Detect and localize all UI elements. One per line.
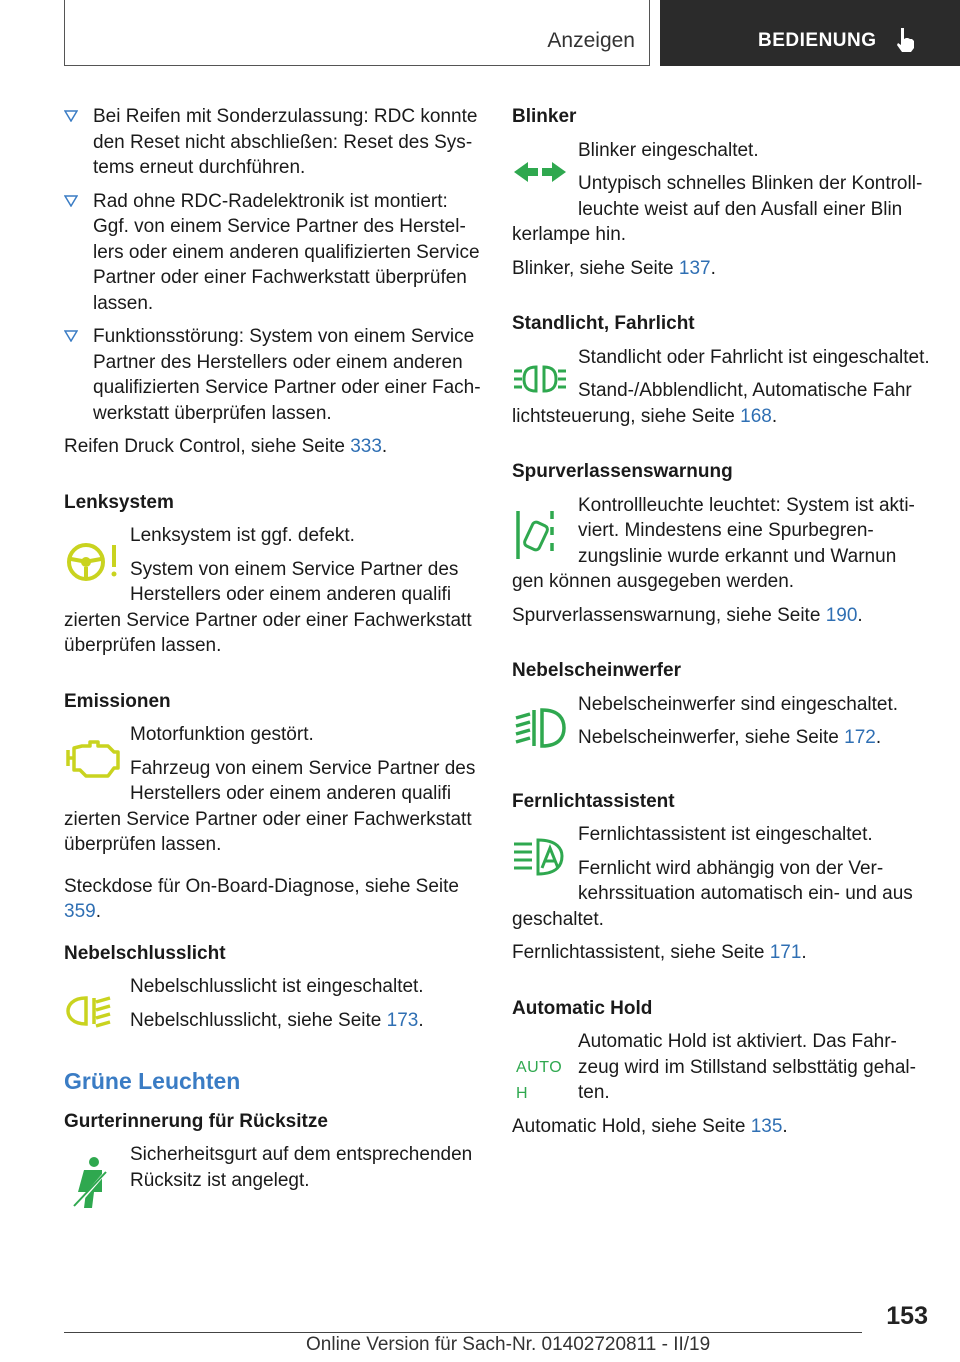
left-column [64,104,482,1201]
entry-emissionen: Motorfunktion gestört. Fahrzeug von einem Service Partner des Herstellers oder einem anderen qualifi zierten Service Partner oder einer Fachwerkstatt überprüfen lassen. [64,724,476,855]
entry-lenksystem: Lenksystem ist ggf. defekt. System von einem Service Partner des Herstellers oder einem anderen qualifi zierten Service Partner oder einer Fachwerkstatt überprüfen lassen. [64,525,472,656]
footer-divider [64,1332,862,1333]
header-section-tab [64,0,650,66]
section-heading-emissionen: Emissionen [64,690,171,712]
fern-reference: Fernlichtassistent, siehe Seite 171. [512,942,807,963]
page-link[interactable]: 137 [678,257,711,279]
bullet-item: Rad ohne RDC-Radelektronik ist montiert: Ggf. von einem Service Partner des Herstellers oder einem anderen qualifizierten Service Partner oder einer Fachwerkstatt überprüfen lassen. [64,189,482,317]
entry-gurterinnerung: Sicherheitsgurt auf dem entsprechenden Rücksitz ist angelegt. [64,1142,482,1201]
right-column [512,104,930,1147]
parking-light-icon [512,359,568,409]
triangle-bullet-icon [64,110,78,122]
entry-standlicht: Standlicht oder Fahrlicht ist eingeschaltet. Stand-/Abblendlicht, Automatische Fahr lichtsteuerung, siehe Seite 168. [512,345,930,430]
steering-warning-icon [64,537,124,587]
page-link[interactable]: 168 [740,405,772,427]
turn-signal-icon [512,152,568,192]
entry-nebelschlusslicht: Nebelschlusslicht ist eingeschaltet. Nebelschlusslicht, siehe Seite 173. [64,974,482,1041]
page-link[interactable]: 172 [844,727,876,748]
bullet-item: Bei Reifen mit Sonderzulassung: RDC konnte den Reset nicht abschließen: Reset des Systems erneut durchführen. [64,104,482,181]
obd-reference: Steckdose für On-Board-Diagnose, siehe Seite 359. [64,875,459,922]
seatbelt-icon [64,1156,114,1212]
high-beam-assistant-icon [512,836,568,886]
section-heading-nebelschlusslicht: Nebelschlusslicht [64,942,226,964]
entry-fernlichtassistent: Fernlichtassistent ist eingeschaltet. Fernlicht wird abhängig von der Verkehrssituation automatisch ein- und aus geschaltet. [512,824,913,930]
page-link[interactable]: 171 [769,942,802,963]
hold-reference: Automatic Hold, siehe Seite 135. [512,1115,788,1137]
entry-nebelscheinwerfer: Nebelscheinwerfer sind eingeschaltet. Nebelscheinwerfer, siehe Seite 172. [512,692,930,759]
page-link[interactable]: 173 [386,1009,419,1031]
section-heading-automatic-hold: Automatic Hold [512,997,653,1019]
page-link[interactable]: 333 [350,436,382,457]
triangle-bullet-icon [64,195,78,207]
page-link[interactable]: 190 [825,604,858,626]
nebelschluss-reference: Nebelschlusslicht, siehe Seite 173. [130,1009,424,1031]
page-link[interactable]: 135 [750,1115,783,1137]
nebel-reference: Nebelscheinwerfer, siehe Seite 172. [578,727,882,748]
section-heading-spurverlassenswarnung: Spurverlassenswarnung [512,461,733,482]
entry-blinker: Blinker eingeschaltet. Untypisch schnelles Blinken der Kontrollleuchte weist auf den Ausfall einer Blin kerlampe hin. [512,139,923,245]
section-heading-nebelscheinwerfer: Nebelscheinwerfer [512,660,681,681]
stand-reference: lichtsteuerung, siehe Seite 168. [512,405,778,427]
page-link[interactable]: 359 [64,901,96,922]
section-heading-gruene-leuchten: Grüne Leuchten [64,1068,241,1094]
rear-fog-light-icon [64,988,124,1034]
header-section-label: Anzeigen [547,29,635,52]
spur-reference: Spurverlassenswarnung, siehe Seite 190. [512,604,863,626]
section-heading-gurterinnerung: Gurterinnerung für Rücksitze [64,1110,328,1132]
section-heading-lenksystem: Lenksystem [64,491,174,513]
hand-pointer-icon [893,26,919,54]
bullet-item: Funktionsstörung: System von einem Service Partner des Herstellers oder einem anderen qualifizierten Service Partner oder einer Fachwerkstatt überprüfen lassen. [64,324,482,426]
entry-automatic-hold: AUTO H Automatic Hold ist aktiviert. Das Fahrzeug wird im Stillstand selbsttätig gehalten. [512,1029,930,1114]
front-fog-light-icon [512,706,568,756]
lane-departure-icon [512,507,568,563]
blinker-reference: Blinker, siehe Seite 137. [512,257,716,279]
section-heading-fernlichtassistent: Fernlichtassistent [512,790,675,812]
engine-warning-icon [64,736,124,782]
auto-hold-icon: AUTO H [516,1059,563,1102]
triangle-bullet-icon [64,330,78,342]
page-number: 153 [886,1302,928,1330]
entry-spurverlassenswarnung: Kontrollleuchte leuchtet: System ist aktiviert. Mindestens eine Spurbegrenzungslinie wurde erkannt und Warnun gen können ausgegeben werden. [512,494,915,592]
rdc-reference: Reifen Druck Control, siehe Seite 333. [64,436,388,457]
section-heading-standlicht: Standlicht, Fahrlicht [512,313,695,334]
section-heading-blinker: Blinker [512,106,577,127]
footer-online-version: Online Version für Sach-Nr. 01402720811 - II/19 [306,1334,711,1355]
header-chapter-label: BEDIENUNG [758,30,877,51]
